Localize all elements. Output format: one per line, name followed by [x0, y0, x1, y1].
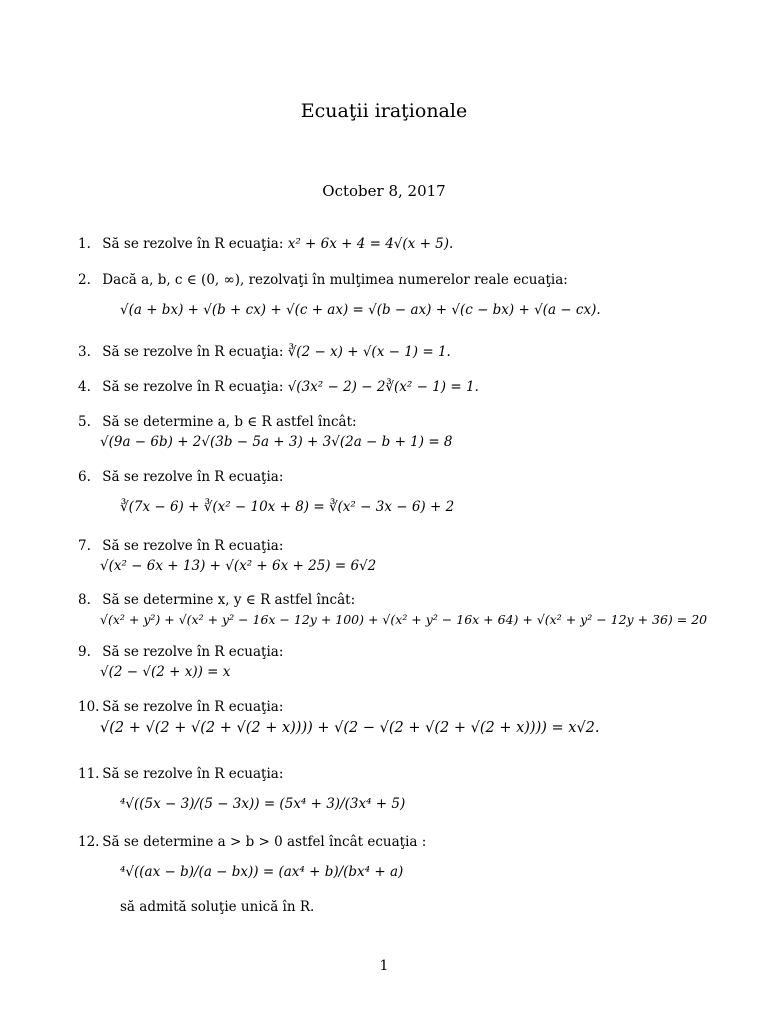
problem-number: 10.: [78, 699, 100, 715]
problem-equation: √(x² + y²) + √(x² + y² − 16x − 12y + 100) + √(x² + y² − 16x + 64) + √(x² + y² − 12y + 36) = 20: [100, 611, 708, 627]
problem-11: [78, 766, 405, 821]
problem-number: 4.: [78, 379, 91, 395]
problem-equation: √(x² − 6x + 13) + √(x² + 6x + 25) = 6√2: [100, 557, 377, 574]
problem-intro: Să se rezolve în R ecuaţia:: [102, 699, 284, 715]
problem-condition: să admită soluţie unică în R.: [120, 899, 315, 916]
problem-8: [78, 592, 707, 628]
problem-number: 1.: [78, 236, 91, 252]
problem-equation: ⁴√((ax − b)/(a − bx)) = (ax⁴ + b)/(bx⁴ + a): [120, 863, 404, 880]
document-title: Ecuaţii iraţionale: [300, 100, 468, 122]
problem-number: 2.: [78, 272, 91, 288]
problem-intro: Să se rezolve în R ecuaţia:: [102, 379, 284, 395]
problem-intro: Să se rezolve în R ecuaţia:: [102, 344, 284, 360]
problem-10: [78, 699, 600, 737]
problem-6: [78, 469, 454, 524]
problem-number: 5.: [78, 414, 91, 430]
problem-number: 12.: [78, 834, 100, 850]
problem-equation: ⁴√((5x − 3)/(5 − 3x)) = (5x⁴ + 3)/(3x⁴ + 5): [120, 795, 406, 812]
document-date: October 8, 2017: [322, 182, 446, 200]
problem-equation: √(3x² − 2) − 2∛(x² − 1) = 1.: [287, 379, 479, 395]
page-number: 1: [379, 958, 389, 974]
problem-1: [78, 236, 453, 254]
problem-equation: √(a + bx) + √(b + cx) + √(c + ax) = √(b − ax) + √(c − bx) + √(a − cx).: [120, 301, 601, 318]
problem-number: 3.: [78, 344, 91, 360]
problem-12: [78, 834, 426, 917]
problem-intro: Să se rezolve în R ecuaţia:: [102, 538, 284, 554]
problem-intro: Să se rezolve în R ecuaţia:: [102, 236, 284, 252]
problem-2: [78, 272, 601, 327]
problem-4: [78, 379, 479, 397]
problem-intro: Să se rezolve în R ecuaţia:: [102, 469, 284, 485]
problem-equation: √(2 + √(2 + √(2 + √(2 + x)))) + √(2 − √(2 + √(2 + √(2 + x)))) = x√2.: [100, 719, 600, 736]
problem-number: 7.: [78, 538, 91, 554]
problem-intro: Să se determine x, y ∈ R astfel încât:: [102, 592, 356, 608]
problem-equation: √(2 − √(2 + x)) = x: [100, 663, 231, 680]
problem-number: 8.: [78, 592, 91, 608]
problem-5: [78, 414, 453, 451]
problem-equation: ∛(2 − x) + √(x − 1) = 1.: [287, 344, 451, 360]
problem-intro: Dacă a, b, c ∈ (0, ∞), rezolvaţi în mulţimea numerelor reale ecuaţia:: [102, 272, 568, 288]
problem-9: [78, 644, 283, 681]
problem-3: [78, 344, 451, 362]
problem-number: 11.: [78, 766, 100, 782]
problem-equation: √(9a − 6b) + 2√(3b − 5a + 3) + 3√(2a − b + 1) = 8: [100, 433, 453, 450]
problem-intro: Să se rezolve în R ecuaţia:: [102, 766, 284, 782]
problem-number: 9.: [78, 644, 91, 660]
problem-intro: Să se determine a, b ∈ R astfel încât:: [102, 414, 357, 430]
problem-intro: Să se determine a > b > 0 astfel încât ecuaţia :: [102, 834, 427, 850]
problem-number: 6.: [78, 469, 91, 485]
problem-equation: x² + 6x + 4 = 4√(x + 5).: [287, 236, 454, 252]
problem-7: [78, 538, 376, 575]
problem-equation: ∛(7x − 6) + ∛(x² − 10x + 8) = ∛(x² − 3x − 6) + 2: [120, 498, 455, 515]
problem-intro: Să se rezolve în R ecuaţia:: [102, 644, 284, 660]
